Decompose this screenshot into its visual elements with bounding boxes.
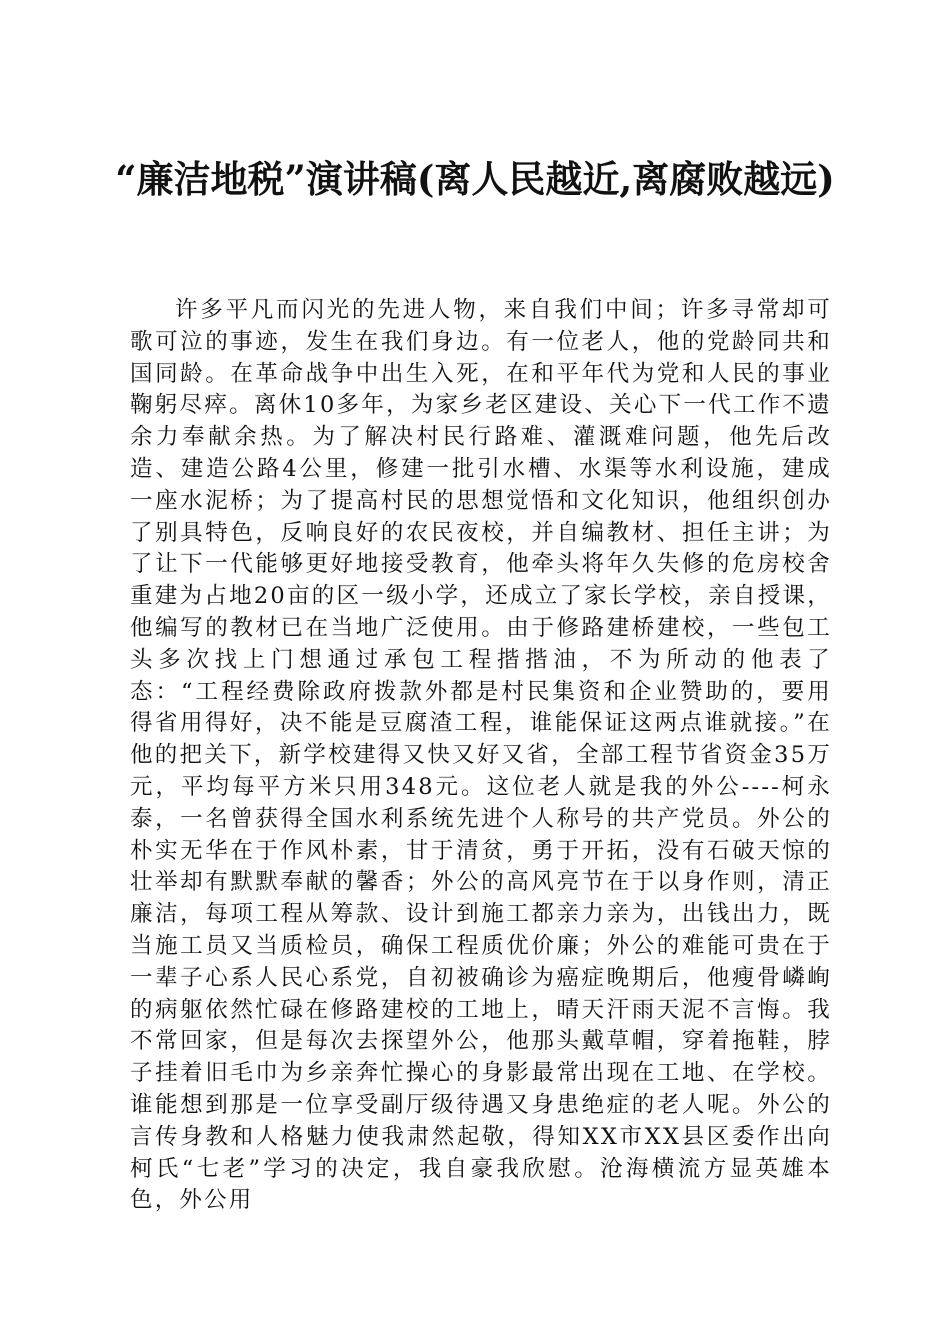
body-paragraph: 许多平凡而闪光的先进人物，来自我们中间；许多寻常却可歌可泣的事迹，发生在我们身边。有一位老人，他的党龄同共和国同龄。在革命战争中出生入死，在和平年代为党和人民的事业鞠躬尽瘁。离休10多年，为家乡老区建设、关心下一代工作不遗余力奉献余热。为了解决村民行路难、灌溉难问题，他先后改造、建造公路4公里，修建一批引水槽、水渠等水利设施，建成一座水泥桥；为了提高村民的思想觉悟和文化知识，他组织创办了别具特色，反响良好的农民夜校，并自编教材、担任主讲；为了让下一代能够更好地接受教育，他牵头将年久失修的危房校舍重建为占地20亩的区一级小学，还成立了家长学校，亲自授课，他编写的教材已在当地广泛使用。由于修路建桥建校，一些包工头多次找上门想通过承包工程揩揩油，不为所动的他表了态：“工程经费除政府拨款外都是村民集资和企业赞助的，要用得省用得好，决不能是豆腐渣工程，谁能保证这两点谁就接。”在他的把关下，新学校建得又快又好又省，全部工程节省资金35万元，平均每平方米只用348元。这位老人就是我的外公----柯永泰，一名曾获得全国水利系统先进个人称号的共产党员。外公的朴实无华在于作风朴素，甘于清贫，勇于开拓，没有石破天惊的壮举却有默默奉献的馨香；外公的高风亮节在于以身作则，清正廉洁，每项工程从筹款、设计到施工都亲力亲为，出钱出力，既当施工员又当质检员，确保工程质优价廉；外公的难能可贵在于一辈子心系人民心系党，自初被确诊为癌症晚期后，他瘦骨嶙峋的病躯依然忙碌在修路建校的工地上，晴天汗雨天泥不言悔。我不常回家，但是每次去探望外公，他那头戴草帽，穿着拖鞋，脖子挂着旧毛巾为乡亲奔忙操心的身影最常出现在工地、在学校。谁能想到那是一位享受副厅级待遇又身患绝症的老人呢。外公的言传身教和人格魅力使我肃然起敬，得知XX市XX县区委作出向柯氏“七老”学习的决定，我自豪我欣慰。沧海横流方显英雄本色，外公用 (130, 297, 832, 1214)
document-title: “廉洁地税”演讲稿(离人民越近,离腐败越远) (115, 157, 835, 201)
